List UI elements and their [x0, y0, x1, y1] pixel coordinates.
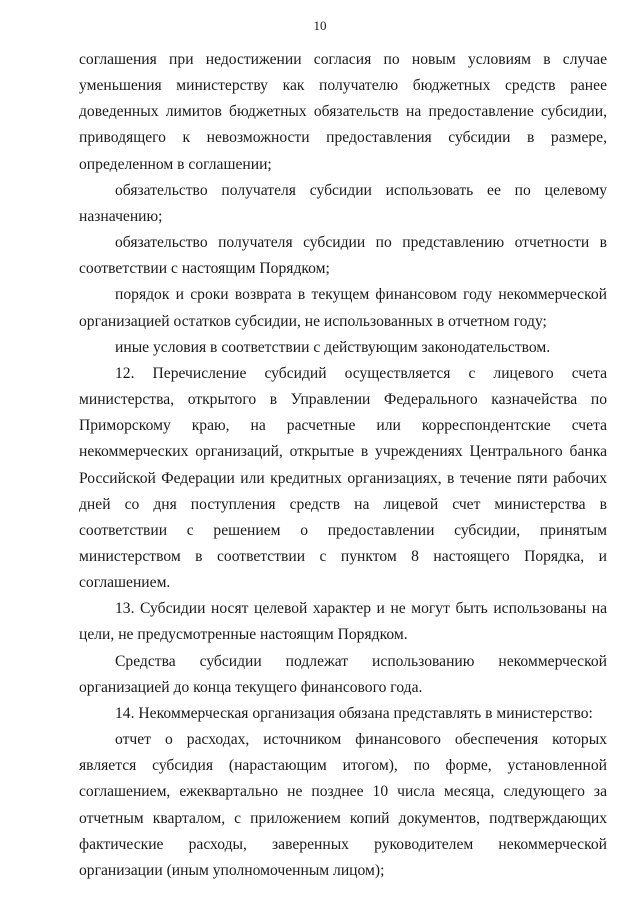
document-body — [79, 47, 607, 884]
paragraph-funds-usage-deadline: Средства субсидии подлежат использованию некоммерческой организацией до конца текущего финансового года. — [79, 652, 607, 696]
page-number: 10 — [313, 18, 327, 33]
paragraph-target-use-obligation: обязательство получателя субсидии использовать ее по целевому назначению; — [79, 181, 607, 225]
paragraph-item-13: 13. Субсидии носят целевой характер и не могут быть использованы на цели, не предусмотренные настоящим Порядком. — [79, 600, 607, 644]
paragraph-expense-report: отчет о расходах, источником финансового обеспечения которых является субсидия (нарастающим итогом), по форме, установленной соглашением, ежеквартально не позднее 10 числа месяца, следующего за отчетным кварталом, с приложением копий документов, подтверждающих фактические расходы, заверенных руководителем некоммерческой организации (иным уполномоченным лицом); — [79, 731, 607, 879]
paragraph-other-conditions: иные условия в соответствии с действующим законодательством. — [115, 338, 551, 356]
paragraph-item-14: 14. Некоммерческая организация обязана представлять в министерство: — [115, 704, 593, 722]
paragraph-return-procedure: порядок и сроки возврата в текущем финансовом году некоммерческой организацией остатков субсидии, не использованных в отчетном году; — [79, 286, 607, 330]
paragraph-reporting-obligation: обязательство получателя субсидии по представлению отчетности в соответствии с настоящим Порядком; — [79, 234, 607, 278]
paragraph-item-12: 12. Перечисление субсидий осуществляется с лицевого счета министерства, открытого в Управлении Федерального казначейства по Приморскому краю, на расчетные или корреспондентские счета некоммерческих организаций, открытые в учреждениях Центрального банка Российской Федерации или кредитных организациях, в течение пяти рабочих дней со дня поступления средств на лицевой счет министерства в соответствии с решением о предоставлении субсидии, принятым министерством в соответствии с пунктом 8 настоящего Порядка, и соглашением. — [79, 364, 607, 592]
paragraph-agreement-conditions: соглашения при недостижении согласия по новым условиям в случае уменьшения министерству как получателю бюджетных средств ранее доведенных лимитов бюджетных обязательств на предоставление субсидии, приводящего к невозможности предоставления субсидии в размере, определенном в соглашении; — [79, 51, 607, 173]
